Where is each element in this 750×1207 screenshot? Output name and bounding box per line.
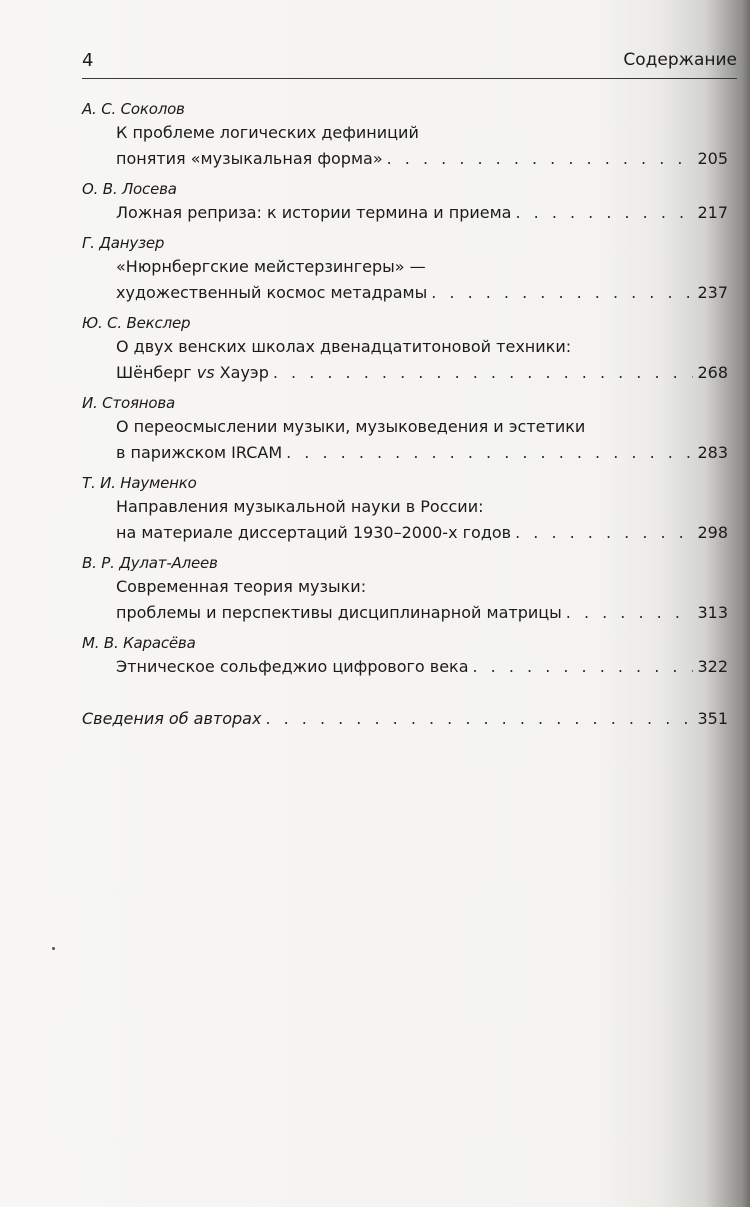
toc-title-line: О двух венских школах двенадцатитоновой техники: xyxy=(116,337,572,356)
toc-title-last-line xyxy=(82,200,728,226)
toc-entry xyxy=(82,632,728,680)
toc-title-last-line xyxy=(82,360,728,386)
toc-title-last-line xyxy=(82,280,728,306)
toc-page-number: 298 xyxy=(697,523,728,542)
dot-leader xyxy=(515,520,693,546)
toc-title-line: К проблеме логических дефиниций xyxy=(116,123,419,142)
toc-author: О. В. Лосева xyxy=(82,180,177,198)
table-of-contents xyxy=(82,98,728,732)
toc-about-authors xyxy=(82,706,728,732)
toc-author: А. С. Соколов xyxy=(82,100,185,118)
toc-author: В. Р. Дулат-Алеев xyxy=(82,554,218,572)
toc-title-last-line xyxy=(82,600,728,626)
toc-title-text: в парижском IRCAM xyxy=(116,443,283,462)
toc-author: М. В. Карасёва xyxy=(82,634,196,652)
toc-author: Ю. С. Векслер xyxy=(82,314,191,332)
toc-page-number: 283 xyxy=(697,443,728,462)
toc-title-last-line xyxy=(82,440,728,466)
page-number: 4 xyxy=(82,50,94,71)
dot-leader xyxy=(431,280,693,306)
toc-page-number: 205 xyxy=(697,149,728,168)
toc-title-text: Ложная реприза: к истории термина и приема xyxy=(116,203,512,222)
toc-author: Т. И. Науменко xyxy=(82,474,197,492)
about-authors-label: Сведения об авторах xyxy=(82,709,262,728)
paper-speck xyxy=(52,947,55,950)
toc-page-number: 268 xyxy=(697,363,728,382)
toc-title-line: Современная теория музыки: xyxy=(116,577,367,596)
toc-title-last-line xyxy=(82,654,728,680)
toc-entry xyxy=(82,178,728,226)
toc-entry xyxy=(82,472,728,546)
dot-leader xyxy=(515,200,693,226)
toc-title-last-line xyxy=(82,146,728,172)
toc-title-text: на материале диссертаций 1930–2000-х годов xyxy=(116,523,512,542)
toc-entry xyxy=(82,232,728,306)
toc-entry xyxy=(82,312,728,386)
toc-title-line: О переосмыслении музыки, музыковедения и эстетики xyxy=(116,417,586,436)
toc-entry xyxy=(82,392,728,466)
toc-entry xyxy=(82,552,728,626)
toc-page-number: 351 xyxy=(697,709,728,728)
dot-leader xyxy=(387,146,694,172)
toc-title-text: проблемы и перспективы дисциплинарной матрицы xyxy=(116,603,562,622)
dot-leader xyxy=(473,654,694,680)
toc-title-text: Шёнберг vs Хауэр xyxy=(116,363,269,382)
toc-page-number: 217 xyxy=(697,203,728,222)
dot-leader xyxy=(566,600,694,626)
dot-leader xyxy=(286,440,693,466)
toc-title-text: художественный космос метадрамы xyxy=(116,283,428,302)
dot-leader xyxy=(273,360,694,386)
toc-author: Г. Данузер xyxy=(82,234,165,252)
toc-title-last-line xyxy=(82,520,728,546)
toc-page-number: 313 xyxy=(697,603,728,622)
toc-title-text: Этническое сольфеджио цифрового века xyxy=(116,657,469,676)
toc-entry xyxy=(82,98,728,172)
toc-page-number: 237 xyxy=(697,283,728,302)
toc-author: И. Стоянова xyxy=(82,394,175,412)
toc-page-number: 322 xyxy=(697,657,728,676)
running-title: Содержание xyxy=(623,50,737,70)
toc-title-text: понятия «музыкальная форма» xyxy=(116,149,383,168)
toc-title-line: «Нюрнбергские мейстерзингеры» — xyxy=(116,257,426,276)
toc-title-line: Направления музыкальной науки в России: xyxy=(116,497,484,516)
page-header xyxy=(82,48,737,79)
dot-leader xyxy=(265,706,693,732)
